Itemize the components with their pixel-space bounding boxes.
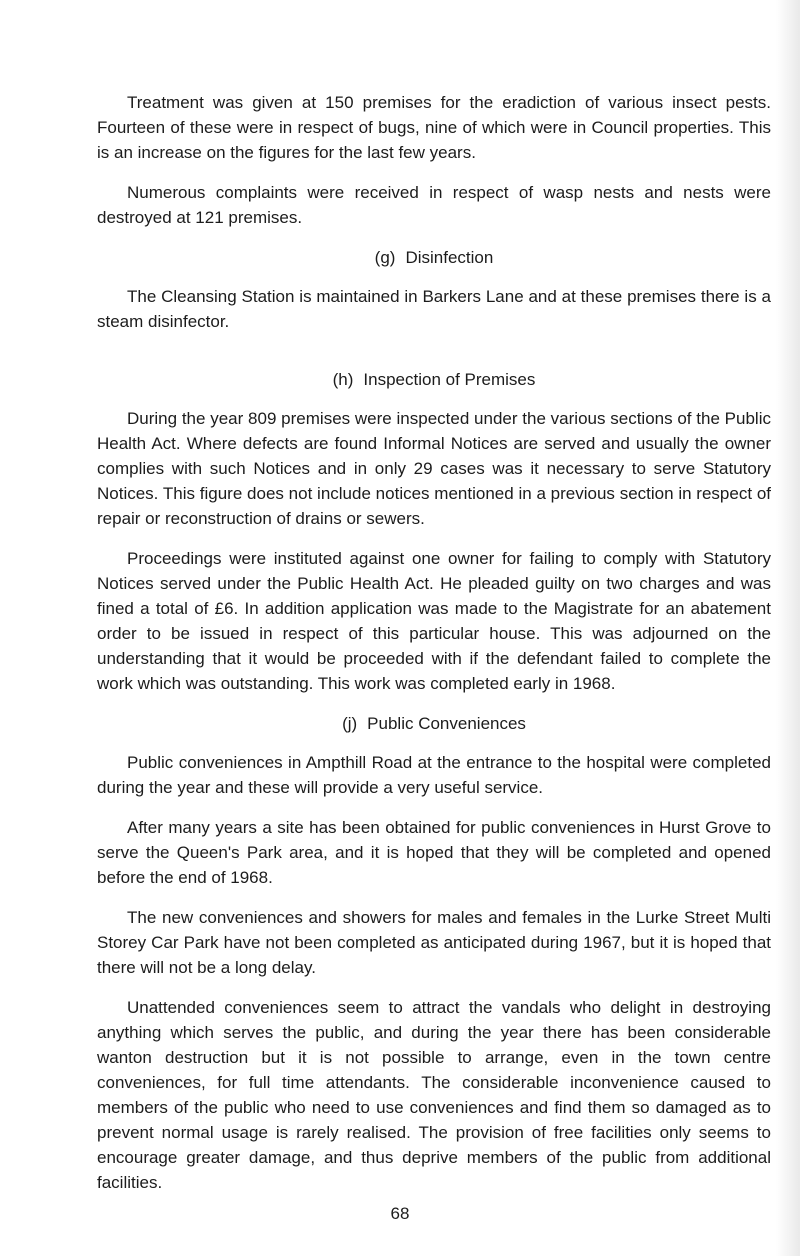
paragraph-vandalism: Unattended conveniences seem to attract the vandals who delight in destroying anything which serves the public, and during the year there has been considerable wanton destruction but it is not possible to arrange, even in the town centre conveniences, for full time attendants. The considerable inconvenience caused to members of the public who need to use conveniences and find them so damaged as to prevent normal usage is rarely realised. The provision of free facilities only seems to encourage greater damage, and thus deprive members of the public from additional facilities.: [97, 998, 771, 1192]
spacer: [97, 349, 771, 367]
paragraph-inspections: During the year 809 premises were inspected under the various sections of the Public Health Act. Where defects are found Informal Notices are served and usually the owner complies with such Notices and in only 29 cases was it necessary to serve Statutory Notices. This figure does not include notices mentioned in a previous section in respect of repair or reconstruction of drains or sewers.: [97, 409, 771, 528]
section-title: Public Conveniences: [367, 714, 526, 733]
paragraph-hurst-grove: After many years a site has been obtained for public conveniences in Hurst Grove to serve the Queen's Park area, and it is hoped that they will be completed and opened before the end of 1968.: [97, 818, 771, 887]
section-label: (h): [332, 370, 354, 389]
paragraph-proceedings: Proceedings were instituted against one owner for failing to comply with Statutory Notices served under the Public Health Act. He pleaded guilty on two charges and was fined a total of £6. In addition application was made to the Magistrate for an abatement order to be issued in respect of this particular house. This was adjourned on the understanding that it would be proceeded with if the defendant failed to complete the work which was outstanding. This work was completed early in 1968.: [97, 549, 771, 693]
section-label: (g): [374, 248, 396, 267]
heading-public-conveniences: [97, 711, 771, 736]
heading-inspection-of-premises: [97, 367, 771, 392]
paragraph-wasp-nests: Numerous complaints were received in respect of wasp nests and nests were destroyed at 121 premises.: [97, 183, 771, 227]
page-number: 68: [390, 1204, 410, 1223]
section-title: Inspection of Premises: [363, 370, 536, 389]
paragraph-ampthill-road: Public conveniences in Ampthill Road at the entrance to the hospital were completed during the year and these will provide a very useful service.: [97, 753, 771, 797]
paragraph-cleansing-station: The Cleansing Station is maintained in Barkers Lane and at these premises there is a steam disinfector.: [97, 287, 771, 331]
section-label: (j): [342, 714, 358, 733]
paragraph-lurke-street: The new conveniences and showers for males and females in the Lurke Street Multi Storey Car Park have not been completed as anticipated during 1967, but it is hoped that there will not be a long delay.: [97, 908, 771, 977]
page-body: [97, 90, 771, 1210]
heading-disinfection: [97, 245, 771, 270]
paragraph-insect-treatment: Treatment was given at 150 premises for the eradiction of various insect pests. Fourteen of these were in respect of bugs, nine of which were in Council properties. This is an increase on the figures for the last few years.: [97, 93, 771, 162]
section-title: Disinfection: [405, 248, 494, 267]
